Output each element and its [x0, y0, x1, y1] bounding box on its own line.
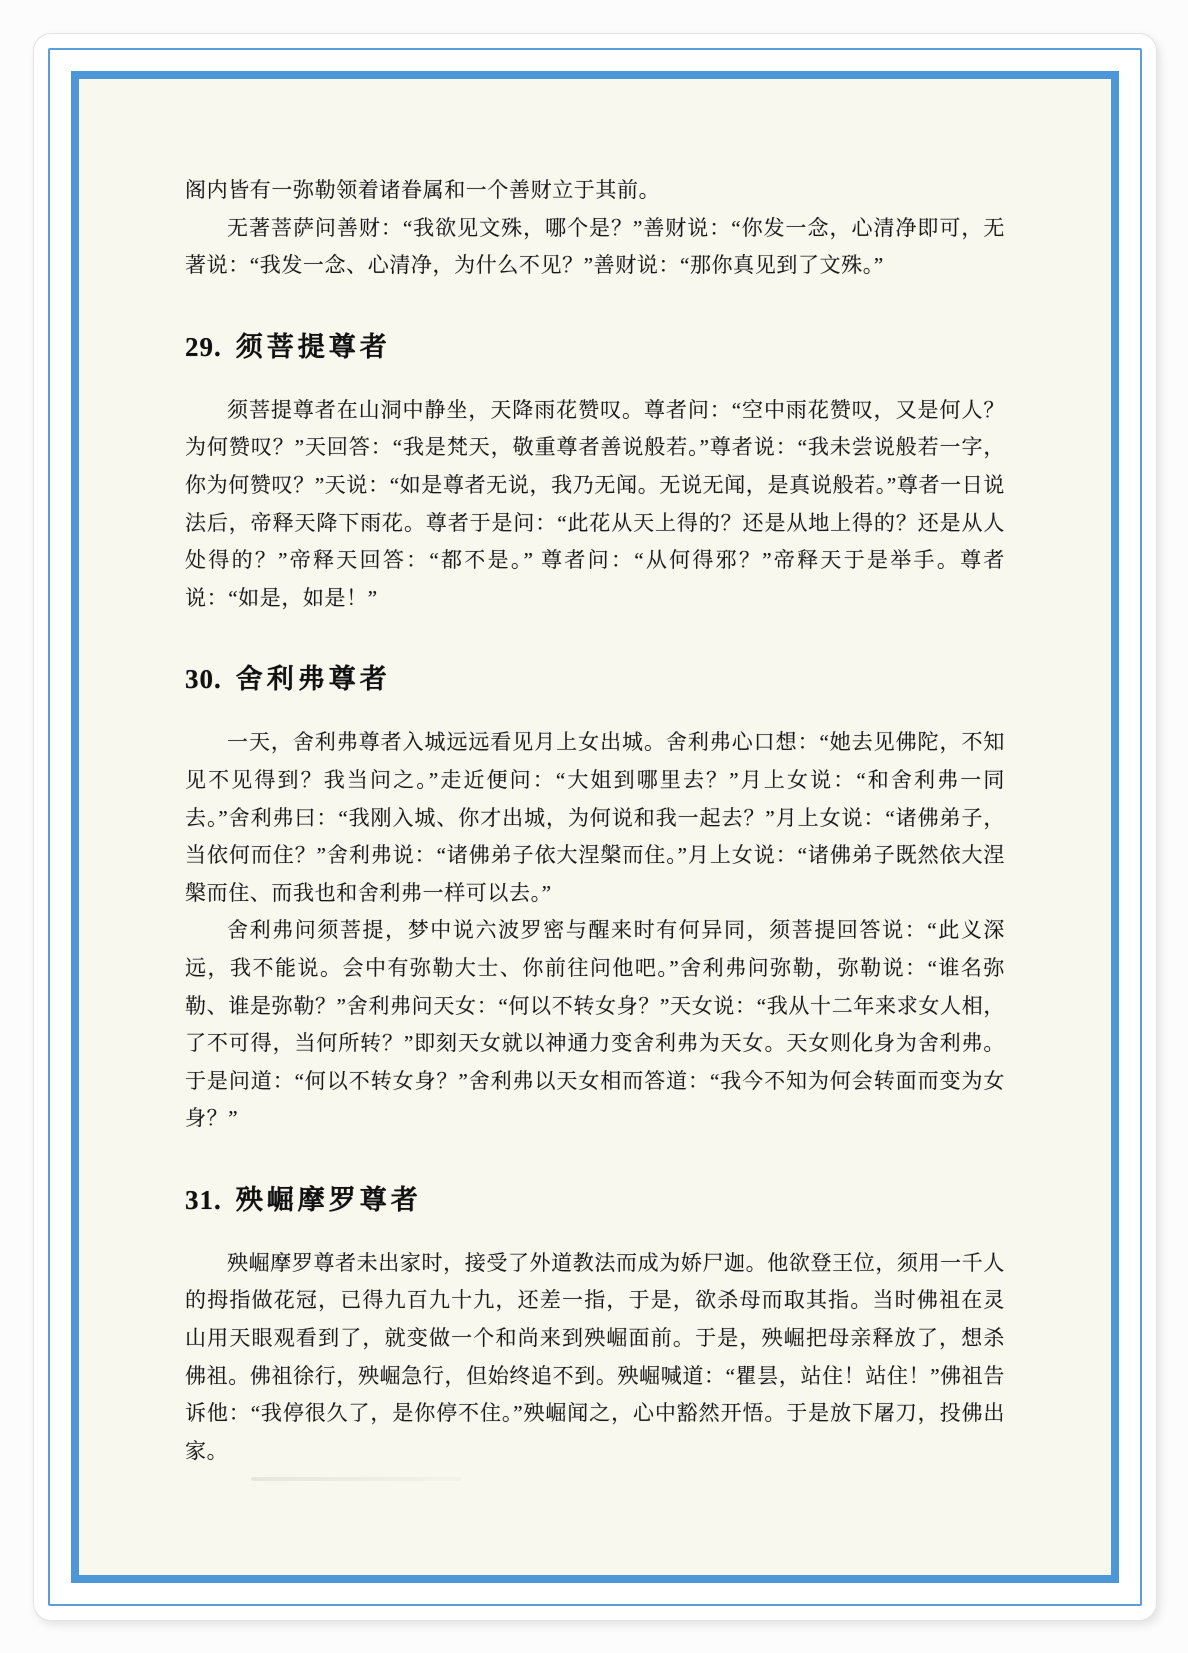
paragraph: 殃崛摩罗尊者未出家时，接受了外道教法而成为娇尸迦。他欲登王位，须用一千人的拇指做花冠，已得九百九十九，还差一指，于是，欲杀母而取其指。当时佛祖在灵山用天眼观看到了，就变做一个和尚来到殃崛面前。于是，殃崛把母亲释放了，想杀佛祖。佛祖徐行，殃崛急行，但始终追不到。殃崛喊道：“瞿昙，站住！站住！”佛祖告诉他：“我停很久了，是你停不住。”殃崛闻之，心中豁然开悟。于是放下屠刀，投佛出家。: [185, 1250, 1005, 1463]
paragraph-continuation: 阁内皆有一弥勒领着诸眷属和一个善财立于其前。: [185, 178, 661, 202]
section-title: 舍利弗尊者: [235, 664, 391, 695]
section-title: 殃崛摩罗尊者: [235, 1184, 422, 1215]
paragraph: 舍利弗问须菩提，梦中说六波罗密与醒来时有何异同，须菩提回答说：“此义深远，我不能说。会中有弥勒大士、你前往问他吧。”舍利弗问弥勒，弥勒说：“谁名弥勒、谁是弥勒？”舍利弗问天女：“何以不转女身？”天女说：“我从十二年来求女人相，了不可得，当何所转？”即刻天女就以神通力变舍利弗为天女。天女则化身为舍利弗。于是问道：“何以不转女身？”舍利弗以天女相而答道：“我今不知为何会转面而变为女身？”: [185, 918, 1005, 1131]
inner-blue-border: [71, 71, 1119, 1583]
paragraph: 须菩提尊者在山洞中静坐，天降雨花赞叹。尊者问：“空中雨花赞叹，又是何人？为何赞叹？”天回答：“我是梵天，敬重尊者善说般若。”尊者说：“我未尝说般若一字，你为何赞叹？”天说：“如是尊者无说，我乃无闻。无说无闻，是真说般若。”尊者一日说法后，帝释天降下雨花。尊者于是问：“此花从天上得的？还是从地上得的？还是从人处得的？”帝释天回答：“都不是。” 尊者问：“从何得邪？”帝释天于是举手。尊者说：“如是，如是！”: [185, 397, 1005, 610]
section-title: 须菩提尊者: [235, 331, 391, 362]
paragraph: 无著菩萨问善财：“我欲见文殊，哪个是？”善财说：“你发一念，心清净即可，无著说：“我发一念、心清净，为什么不见？”善财说：“那你真见到了文殊。”: [185, 215, 1005, 278]
section-heading-31: [185, 1178, 1005, 1217]
page-card: [33, 33, 1157, 1621]
section-number: 31.: [185, 1184, 222, 1215]
section-number: 29.: [185, 331, 222, 362]
paragraph: 一天，舍利弗尊者入城远远看见月上女出城。舍利弗心口想：“她去见佛陀，不知见不见得到？我当问之。”走近便问：“大姐到哪里去？”月上女说：“和舍利弗一同去。”舍利弗曰：“我刚入城、你才出城，为何说和我一起去？”月上女说：“诸佛弟子，当依何而住？”舍利弗说：“诸佛弟子依大涅槃而住。”月上女说：“诸佛弟子既然依大涅槃而住、而我也和舍利弗一样可以去。”: [185, 730, 1005, 905]
outer-blue-rule: [48, 48, 1142, 1606]
section-heading-29: [185, 325, 1005, 364]
section-number: 30.: [185, 664, 222, 695]
section-heading-30: [185, 657, 1005, 696]
page-paper: [79, 79, 1111, 1575]
scan-smudge: [251, 1477, 461, 1481]
